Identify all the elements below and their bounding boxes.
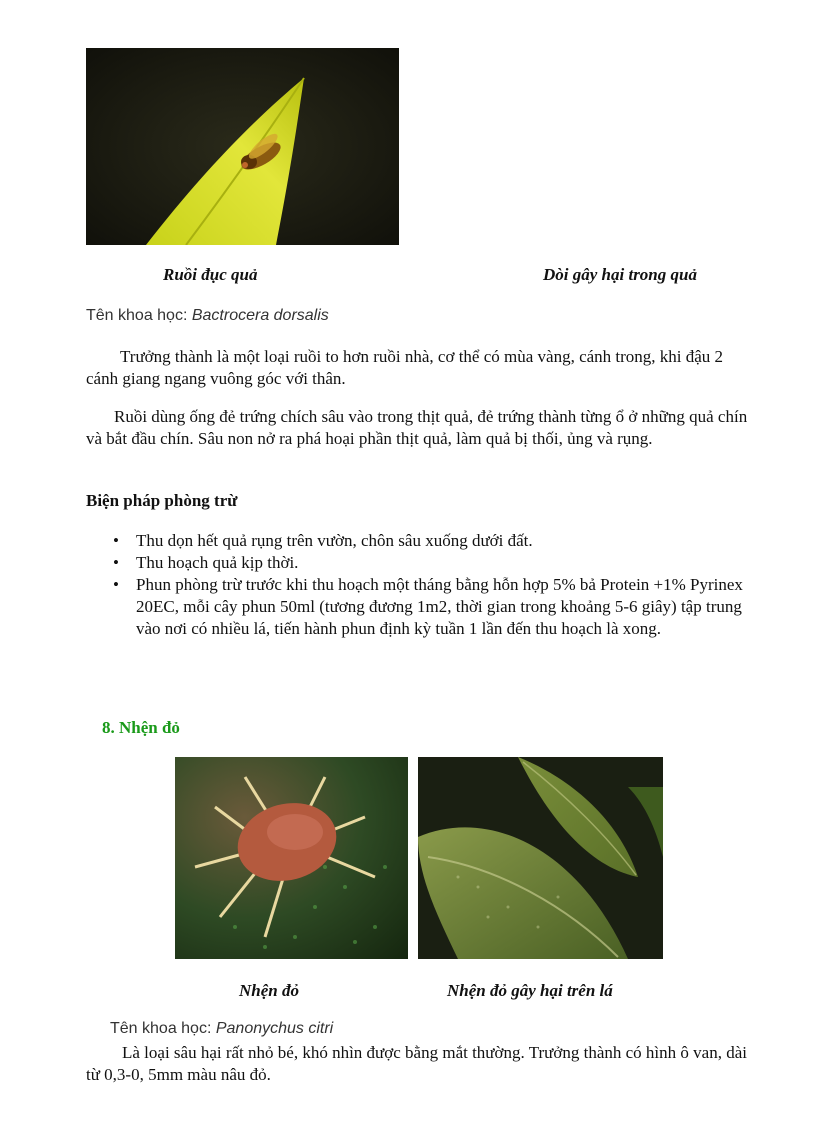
bullet-icon: •: [113, 531, 119, 550]
red-mite-caption: Nhện đỏ: [239, 981, 299, 1000]
control-measures-heading: Biện pháp phòng trừ: [86, 491, 238, 510]
fly-egg-description: Ruồi dùng ống đẻ trứng chích sâu vào trong thịt quả, đẻ trứng thành từng ổ ở những quả chín và bắt đầu chín. Sâu non nở ra phá hoại phần thịt quả, làm quả bị thối, ủng và rụng.: [86, 407, 748, 448]
mite-description: Là loại sâu hại rất nhỏ bé, khó nhìn được bằng mắt thường. Trưởng thành có hình ô van, dài từ 0,3-0, 5mm màu nâu đỏ.: [86, 1043, 747, 1084]
red-mite-photo: [175, 757, 408, 959]
list-item-text: Thu hoạch quả kịp thời.: [136, 553, 299, 572]
sci-name: Panonychus citri: [215, 1020, 334, 1037]
list-item-text: Thu dọn hết quả rụng trên vườn, chôn sâu xuống dưới đất.: [136, 531, 533, 550]
fruit-fly-caption: Ruồi đục quả: [163, 265, 258, 284]
leaf-damage-caption: Nhện đỏ gây hại trên lá: [447, 981, 613, 1000]
sci-label: Tên khoa học:: [86, 307, 192, 324]
maggot-caption: Dòi gây hại trong quả: [543, 265, 697, 284]
fly-scientific-name: [86, 307, 329, 325]
bullet-icon: •: [113, 553, 119, 572]
mite-scientific-name: [110, 1020, 333, 1038]
fly-adult-description: Trưởng thành là một loại ruồi to hơn ruồi nhà, cơ thể có mùa vàng, cánh trong, khi đậu 2 cánh giang ngang vuông góc với thân.: [86, 347, 724, 388]
fruit-fly-photo: [86, 48, 399, 245]
list-item: [86, 552, 746, 574]
control-measures-list: [86, 530, 746, 640]
damaged-leaf-photo: [418, 757, 663, 959]
list-item-text: Phun phòng trừ trước khi thu hoạch một tháng bằng hỗn hợp 5% bả Protein +1% Pyrinex 20EC, mỗi cây phun 50ml (tương đương 1m2, thời gian trong khoảng 5-6 giây) tập trung vào nơi có nhiều lá, tiến hành phun định kỳ tuần 1 lần đến thu hoạch là xong.: [136, 575, 743, 638]
list-item: [86, 574, 746, 640]
red-mite-section-heading: 8. Nhện đỏ: [102, 718, 180, 737]
sci-name: Bactrocera dorsalis: [191, 307, 329, 324]
sci-label: Tên khoa học:: [110, 1020, 216, 1037]
bullet-icon: •: [113, 575, 119, 594]
list-item: [86, 530, 746, 552]
